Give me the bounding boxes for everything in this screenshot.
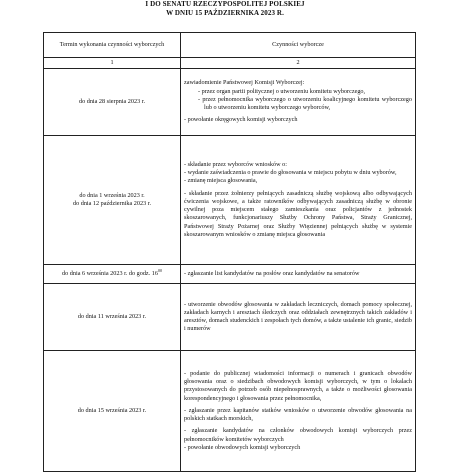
row-activities	[181, 136, 416, 265]
activity-text: - zgłaszanie kandydatów na członków obwodowych komisji wyborczych przez pełnomocników komitetów wyborczych	[184, 427, 412, 443]
activity-subitem: - przez pełnomocnika wyborczego o utworzeniu koalicyjnego komitetu wyborczego lub o utworzeniu komitetu wyborczego wyborców,	[198, 95, 412, 112]
row-activities	[181, 284, 416, 351]
activity-text: - powołanie okręgowych komisji wyborczych	[184, 116, 298, 124]
row-date: do dnia 11 września 2023 r.	[44, 284, 181, 351]
col2-number: 2	[181, 58, 416, 69]
activity-subitem: - zmianę miejsca głosowania,	[184, 177, 258, 185]
table-row	[44, 265, 416, 284]
activity-subitem: - wydanie zaświadczenia o prawie do głosowania w miejscu pobytu w dniu wyborów,	[184, 169, 397, 177]
document-header-line1: I DO SENATU RZECZYPOSPOLITEJ POLSKIEJ	[145, 0, 305, 8]
col2-header: Czynności wyborcze	[181, 33, 416, 58]
row-date-with-time	[44, 265, 181, 284]
election-schedule-table	[43, 32, 416, 472]
activity-text: - składanie przez wyborców wniosków o:	[184, 161, 287, 169]
row-date: do dnia 15 września 2023 r.	[44, 351, 181, 472]
table-row	[44, 69, 416, 136]
table-row	[44, 284, 416, 351]
row-time-superscript: 00	[157, 267, 162, 273]
row-activities	[181, 265, 416, 284]
table-row	[44, 351, 416, 472]
table-header-row	[44, 33, 416, 58]
activity-text: - zgłaszanie przez kapitanów statków wniosków o utworzenie obwodów głosowania na polskich statkach morskich,	[184, 406, 412, 423]
document-header-line2: W DNIU 15 PAŹDZIERNIKA 2023 R.	[166, 9, 284, 17]
row-activities	[181, 69, 416, 136]
row-date-end: do dnia 12 października 2023 r.	[72, 200, 151, 207]
activity-text: - zgłaszanie list kandydatów na posłów oraz kandydatów na senatorów	[184, 269, 360, 277]
activity-text: - utworzenie obwodów głosowania w zakładach leczniczych, domach pomocy społecznej, zakładach karnych i aresztach śledczych oraz oddziałach zewnętrznych takich zakładów i aresztów, domach studenckich i zespołach tych domów, a także ustalenie ich granic, siedzib i numerów	[184, 300, 412, 333]
table-row	[44, 136, 416, 265]
row-date-start: do dnia 1 września 2023 r.	[79, 191, 145, 199]
row-date: do dnia 28 sierpnia 2023 r.	[44, 69, 181, 136]
activity-text: - składanie przez żołnierzy pełniących zasadniczą służbę wojskową albo odbywających ćwiczenia wojskowe, a także ratowników odbywających zasadniczą służbę w obronie cywilnej poza miejscem stałego zamieszkania oraz policjantów z jednostek skoszarowanych, funkcjonariuszy Służby Ochrony Państwa, Straży Granicznej, Państwowej Straży Pożarnej oraz Służby Więziennej pełniących służbę w systemie skoszarowanym wniosków o zmianę miejsca głosowania	[184, 189, 412, 238]
activity-text: - podanie do publicznej wiadomości informacji o numerach i granicach obwodów głosowania oraz o siedzibach obwodowych komisji wyborczych, w tym o lokalach przystosowanych do potrzeb osób niepełnosprawnych, a także o możliwości głosowania korespondencyjnego i głosowania przez pełnomocnika,	[184, 370, 412, 402]
row-activities	[181, 351, 416, 472]
col1-number: 1	[44, 58, 181, 69]
col1-header: Termin wykonania czynności wyborczych	[44, 33, 181, 58]
activity-text: zawiadomienie Państwowej Komisji Wyborczej:	[184, 79, 305, 87]
row-date-range	[44, 136, 181, 265]
row-date: do dnia 6 września 2023 r. do godz. 16	[62, 269, 158, 277]
activity-text: - powołanie obwodowych komisji wyborczych	[184, 443, 301, 451]
table-number-row	[44, 58, 416, 69]
activity-subitem: - przez organ partii politycznej o utworzeniu komitetu wyborczego,	[198, 87, 366, 95]
